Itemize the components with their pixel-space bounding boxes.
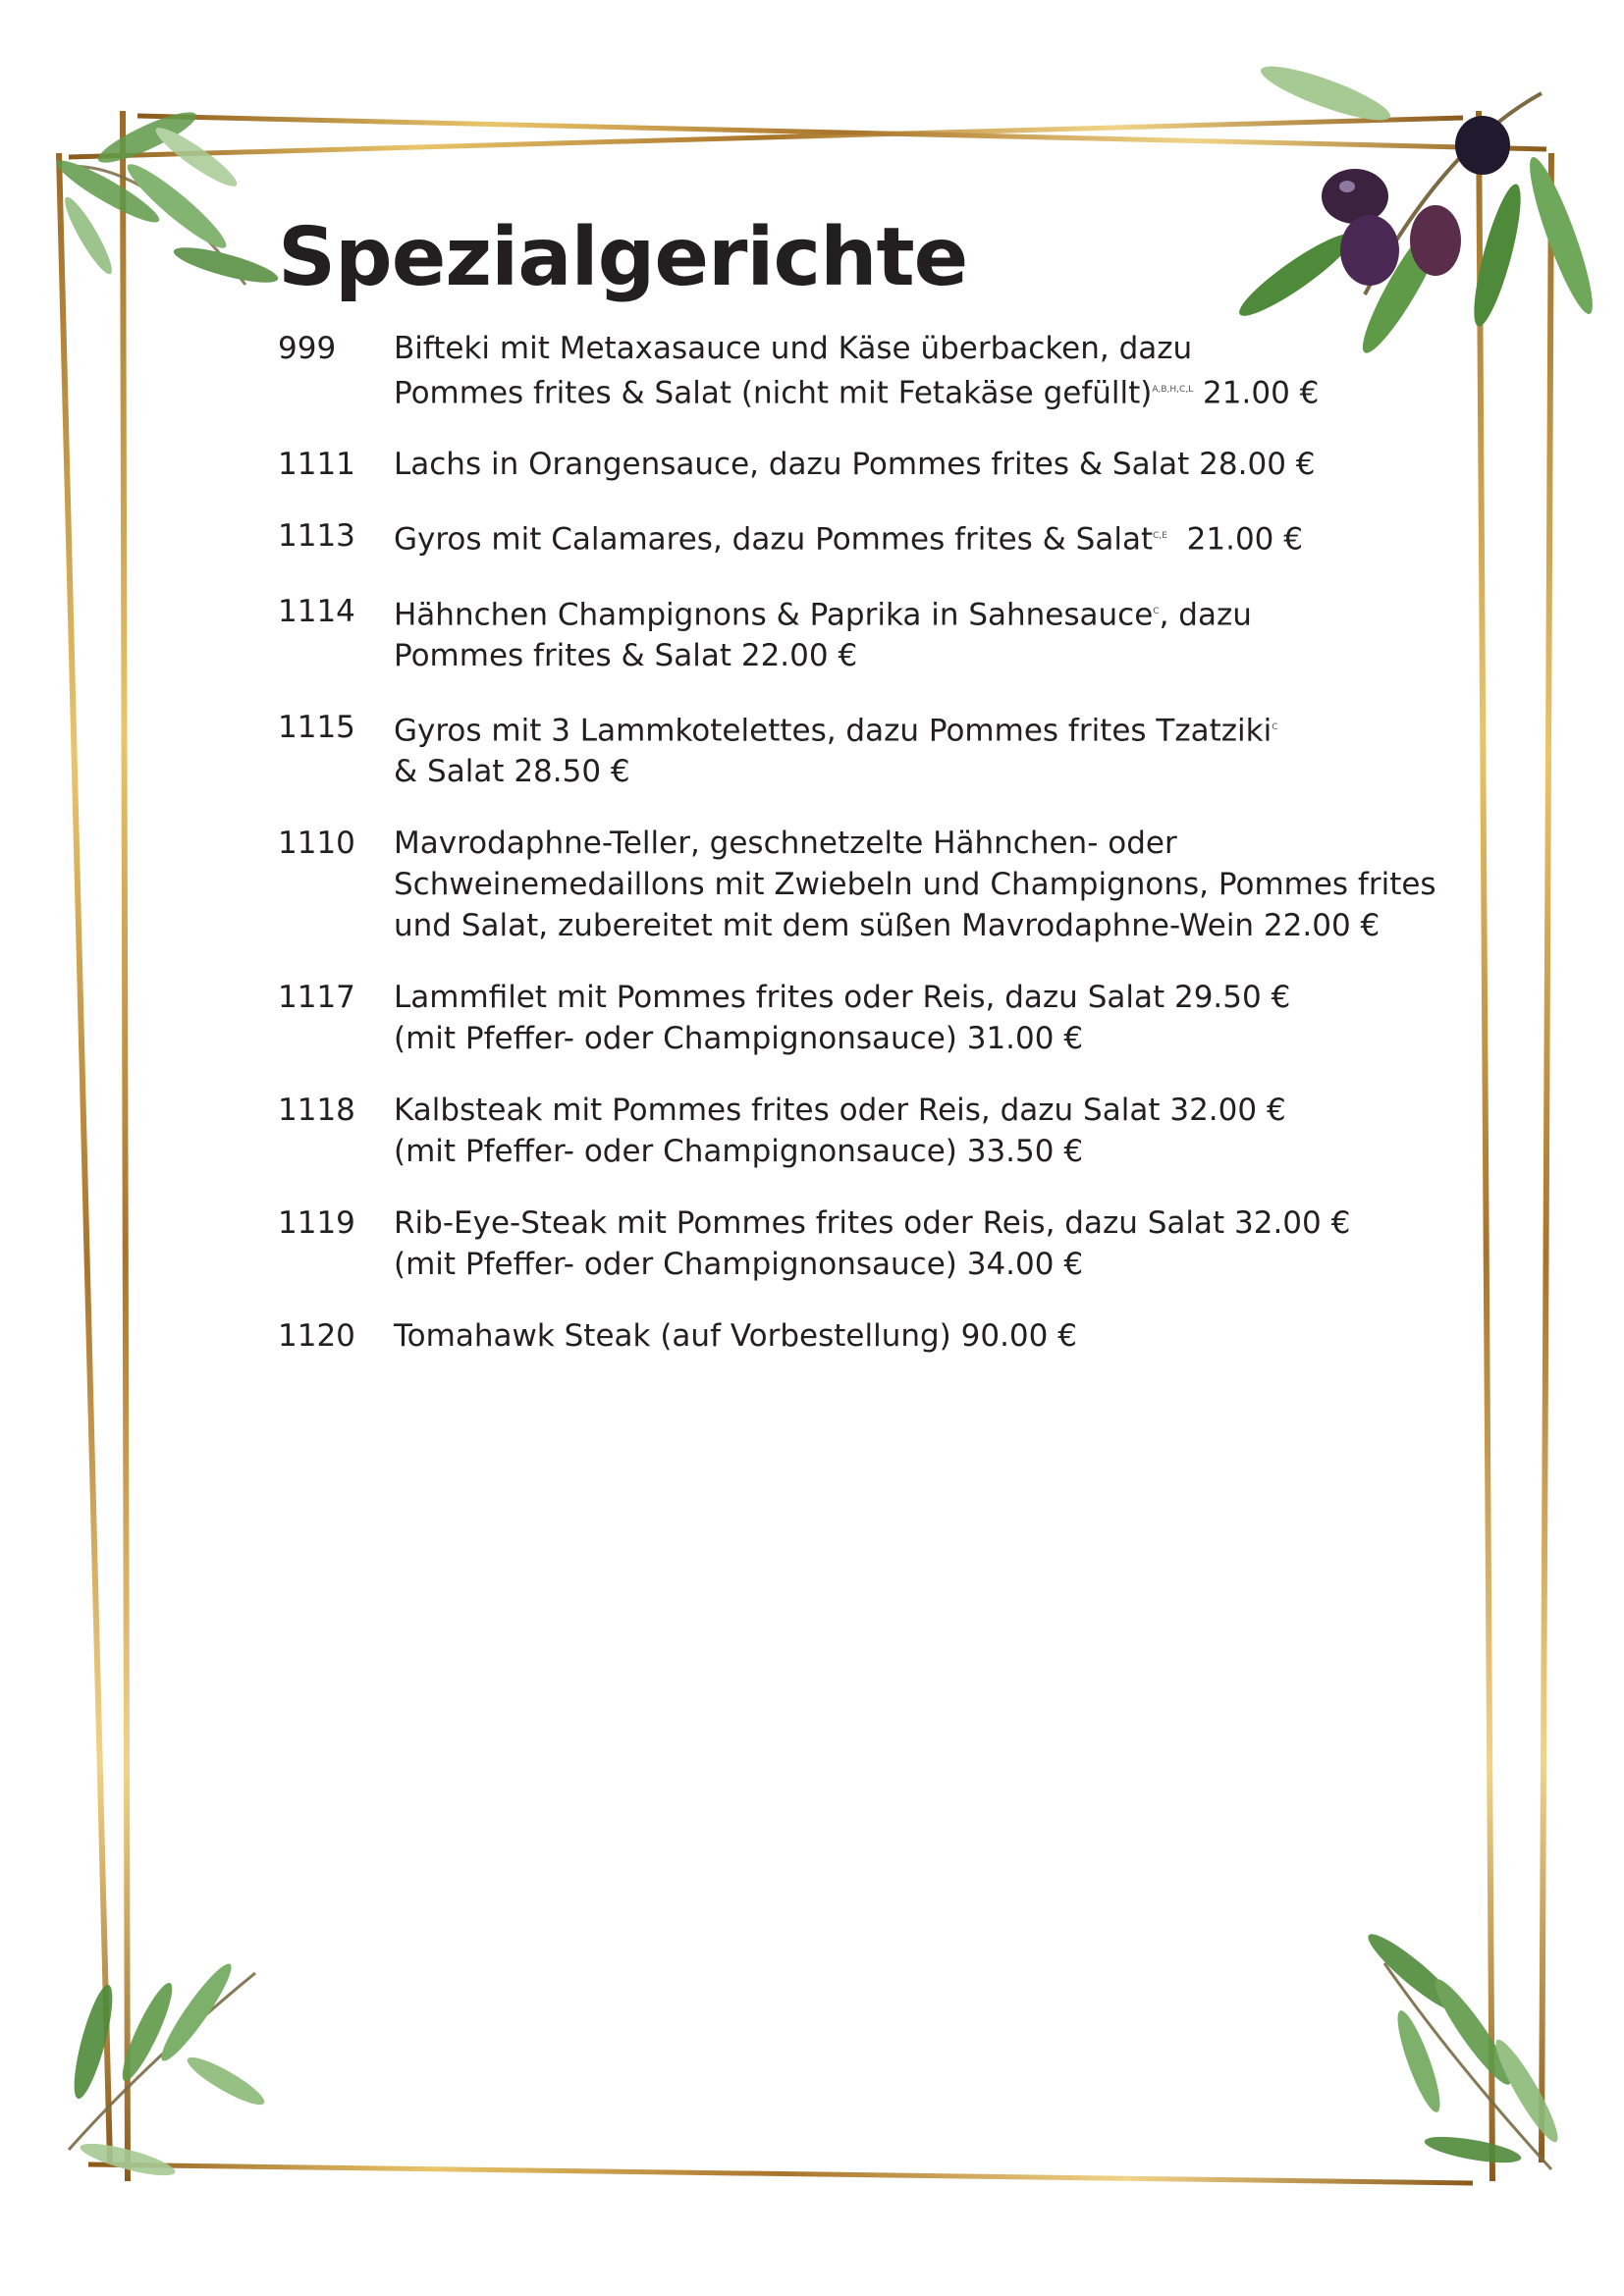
item-description [394, 823, 1505, 946]
item-price: 21.00 € [1166, 521, 1303, 558]
item-line: (mit Pfeffer- oder Champignonsauce) 33.50 € [394, 1134, 1084, 1170]
menu-item-1117 [278, 977, 1505, 1059]
item-line: Bifteki mit Metaxasauce und Käse überbacken, dazu [394, 331, 1193, 366]
menu-item-999 [278, 328, 1505, 413]
item-line: und Salat, zubereitet mit dem süßen Mavrodaphne-Wein 22.00 € [394, 908, 1380, 944]
olive-branch-bottom-right-icon [1361, 1926, 1565, 2169]
item-number: 999 [278, 331, 337, 366]
page-title: Spezialgerichte [278, 211, 968, 304]
item-description [394, 1315, 1505, 1357]
item-description [394, 1202, 1505, 1285]
menu-list [278, 328, 1505, 1357]
item-line: & Salat 28.50 € [394, 754, 630, 790]
item-number: 1113 [278, 518, 355, 555]
menu-item-1119 [278, 1202, 1505, 1285]
item-price: 21.00 € [1193, 375, 1320, 411]
allergen-code: C [1153, 606, 1160, 616]
olive-branch-bottom-left-icon [67, 1958, 269, 2182]
item-number: 1119 [278, 1205, 355, 1242]
item-number: 1114 [278, 593, 355, 629]
item-line [394, 515, 1505, 560]
menu-item-1111 [278, 444, 1505, 485]
item-description [394, 977, 1505, 1059]
menu-item-1115 [278, 707, 1505, 792]
item-description [394, 515, 1505, 560]
menu-item-1113 [278, 515, 1505, 560]
allergen-code: C [1272, 721, 1278, 732]
item-text-segment: , dazu [1159, 596, 1252, 632]
menu-item-1120 [278, 1315, 1505, 1357]
item-line: Tomahawk Steak (auf Vorbestellung) 90.00 € [394, 1318, 1077, 1355]
item-line [394, 369, 1505, 413]
item-line: Pommes frites & Salat 22.00 € [394, 637, 858, 673]
item-description [394, 1090, 1505, 1172]
menu-item-1114 [278, 591, 1505, 676]
item-number: 1117 [278, 980, 355, 1016]
item-description [394, 707, 1505, 792]
menu-item-1118 [278, 1090, 1505, 1172]
item-number: 1111 [278, 447, 355, 483]
item-line: Mavrodaphne-Teller, geschnetzelte Hähnchen- oder [394, 826, 1177, 862]
item-line [394, 707, 1505, 751]
olive-branch-top-left-icon [52, 104, 281, 290]
item-line: (mit Pfeffer- oder Champignonsauce) 34.00 € [394, 1247, 1084, 1283]
item-text-segment: Hähnchen Champignons & Paprika in Sahnesauce [394, 596, 1154, 632]
item-description [394, 328, 1505, 413]
item-line: Kalbsteak mit Pommes frites oder Reis, dazu Salat 32.00 € [394, 1093, 1286, 1129]
item-line: (mit Pfeffer- oder Champignonsauce) 31.00 € [394, 1021, 1084, 1057]
menu-item-1110 [278, 823, 1505, 946]
item-text-segment: Gyros mit Calamares, dazu Pommes frites & Salat [394, 521, 1154, 558]
item-line: Schweinemedaillons mit Zwiebeln und Champignons, Pommes frites [394, 867, 1436, 903]
item-number: 1110 [278, 826, 355, 862]
item-line: Rib-Eye-Steak mit Pommes frites oder Reis, dazu Salat 32.00 € [394, 1205, 1351, 1242]
item-number: 1115 [278, 709, 355, 745]
item-text-segment: Pommes frites & Salat (nicht mit Fetakäse gefüllt) [394, 375, 1153, 411]
allergen-code: A,B,H,C,L [1152, 385, 1194, 395]
item-number: 1118 [278, 1093, 355, 1129]
item-number: 1120 [278, 1318, 355, 1355]
item-text-segment: Gyros mit 3 Lammkotelettes, dazu Pommes frites Tzatziki [394, 713, 1272, 749]
item-line [394, 591, 1505, 635]
item-line: Lachs in Orangensauce, dazu Pommes frites & Salat 28.00 € [394, 447, 1316, 483]
item-description [394, 444, 1505, 485]
allergen-code: C,E [1153, 531, 1167, 542]
item-description [394, 591, 1505, 676]
menu-content [278, 211, 1505, 1387]
item-line: Lammfilet mit Pommes frites oder Reis, dazu Salat 29.50 € [394, 980, 1291, 1016]
